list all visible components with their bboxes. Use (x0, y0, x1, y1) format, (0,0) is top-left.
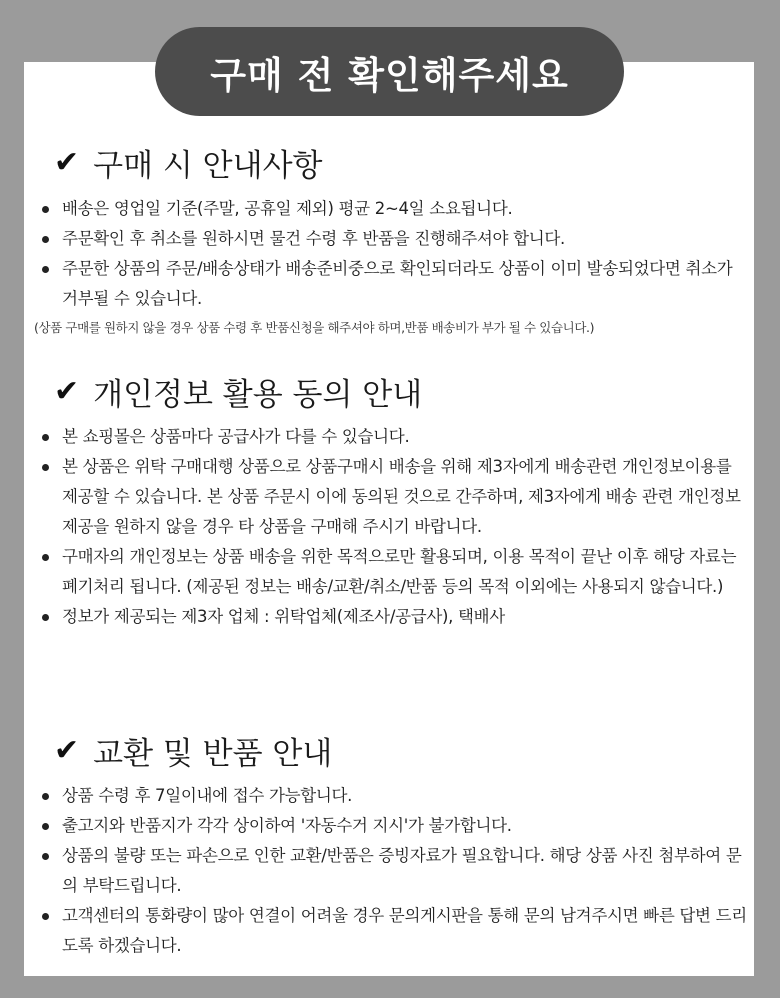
privacy-notice-list (36, 422, 748, 632)
list-item: 배송은 영업일 기준(주말, 공휴일 제외) 평균 2~4일 소요됩니다. (36, 194, 748, 224)
exchange-notice-list (36, 781, 748, 961)
list-item: 고객센터의 통화량이 많아 연결이 어려울 경우 문의게시판을 통해 문의 남겨주시면 빠른 답변 드리도록 하겠습니다. (36, 901, 748, 961)
list-item: 주문한 상품의 주문/배송상태가 배송준비중으로 확인되더라도 상품이 이미 발송되었다면 취소가 거부될 수 있습니다. (36, 254, 748, 314)
check-icon: ✔ (54, 733, 80, 768)
list-item: 본 쇼핑몰은 상품마다 공급사가 다를 수 있습니다. (36, 422, 748, 452)
return-fee-note: (상품 구매를 원하지 않을 경우 상품 수령 후 반품신청을 해주셔야 하며,반품 배송비가 부가 될 수 있습니다.) (34, 320, 595, 335)
page-title: 구매 전 확인해주세요 (155, 27, 624, 116)
check-icon: ✔ (54, 374, 80, 409)
list-item: 출고지와 반품지가 각각 상이하여 '자동수거 지시'가 불가합니다. (36, 811, 748, 841)
list-item: 정보가 제공되는 제3자 업체 : 위탁업체(제조사/공급사), 택배사 (36, 602, 748, 632)
purchase-notice-list (36, 194, 748, 314)
section-heading-exchange: ✔ 교환 및 반품 안내 (54, 733, 333, 772)
list-item: 상품 수령 후 7일이내에 접수 가능합니다. (36, 781, 748, 811)
list-item: 주문확인 후 취소를 원하시면 물건 수령 후 반품을 진행해주셔야 합니다. (36, 224, 748, 254)
section-heading-privacy: ✔ 개인정보 활용 동의 안내 (54, 374, 423, 413)
list-item: 구매자의 개인정보는 상품 배송을 위한 목적으로만 활용되며, 이용 목적이 끝난 이후 해당 자료는 폐기처리 됩니다. (제공된 정보는 배송/교환/취소/반품 등의 목적 이외에는 사용되지 않습니다.) (36, 542, 748, 602)
check-icon: ✔ (54, 145, 80, 180)
section-heading-purchase: ✔ 구매 시 안내사항 (54, 145, 323, 184)
list-item: 본 상품은 위탁 구매대행 상품으로 상품구매시 배송을 위해 제3자에게 배송관련 개인정보이용를 제공할 수 있습니다. 본 상품 주문시 이에 동의된 것으로 간주하며, 제3자에게 배송 관련 개인정보 제공을 원하지 않을 경우 타 상품을 구매해 주시기 바랍니다. (36, 452, 748, 542)
list-item: 상품의 불량 또는 파손으로 인한 교환/반품은 증빙자료가 필요합니다. 해당 상품 사진 첨부하여 문의 부탁드립니다. (36, 841, 748, 901)
